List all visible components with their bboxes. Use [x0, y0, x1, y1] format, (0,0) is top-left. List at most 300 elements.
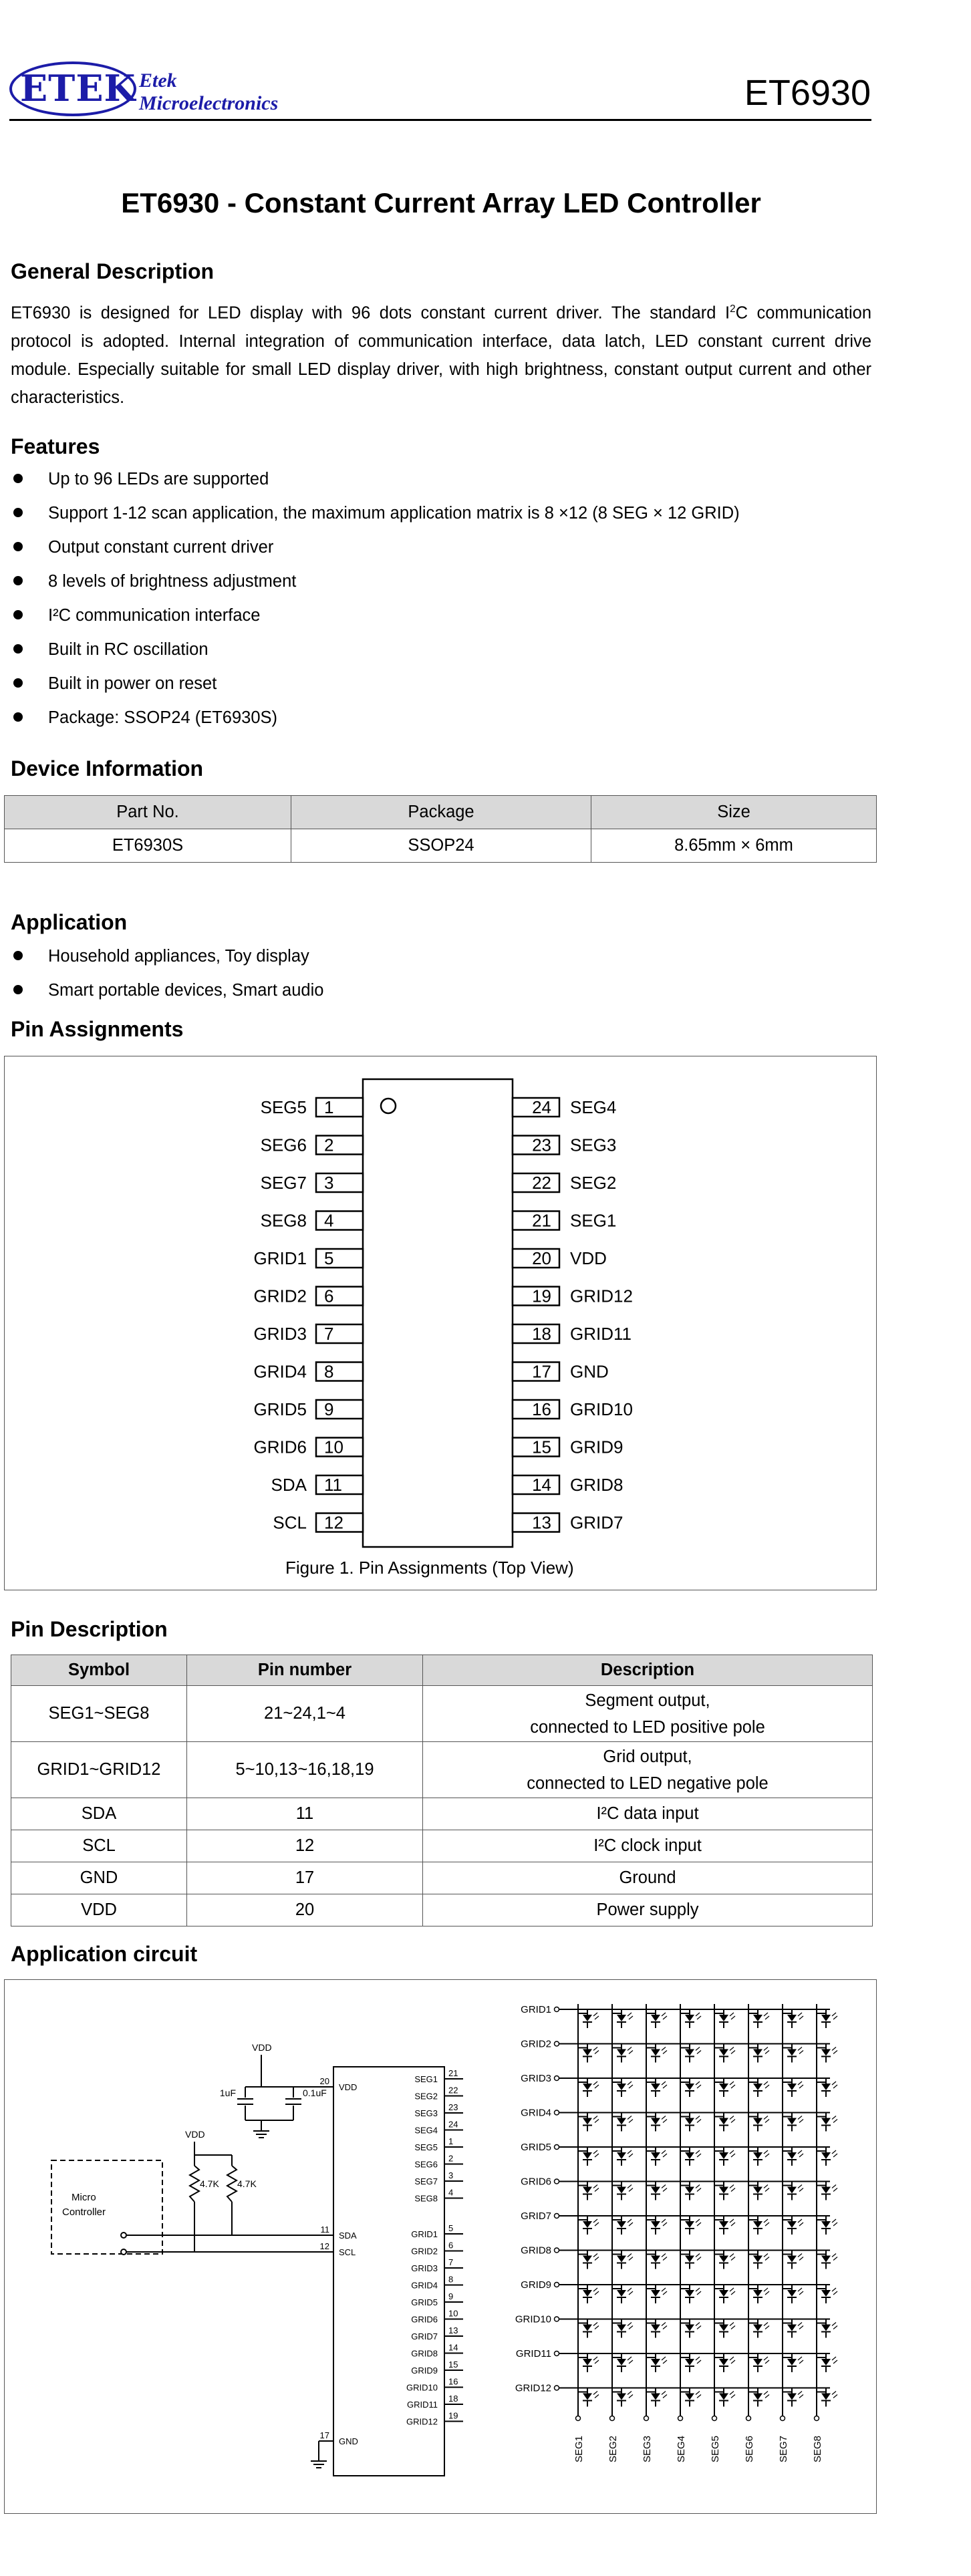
pin-name: SCL [273, 1512, 307, 1533]
led-diode [787, 2325, 797, 2331]
pin-box-left [316, 1324, 363, 1343]
led-diode [583, 2015, 592, 2021]
led-diode [787, 2221, 797, 2228]
led-diode [583, 2394, 592, 2400]
led-emission-arrows [832, 2047, 837, 2054]
chip-pin-number: 6 [448, 2240, 454, 2251]
table-cell: 21~24,1~4 [187, 1686, 423, 1742]
led-diode [787, 2118, 797, 2125]
led-emission-arrows [832, 2323, 837, 2329]
pin-diagram [5, 1056, 875, 1588]
pin-box-left [316, 1098, 363, 1117]
led-emission-arrows [764, 2254, 769, 2261]
led-emission-arrows [730, 2288, 735, 2295]
led-emission-arrows [832, 2288, 837, 2295]
chip-pin-name: GRID6 [411, 2314, 438, 2325]
pin-name: GRID3 [253, 1324, 307, 1344]
led-diode [753, 2049, 762, 2056]
pin-name: SEG7 [260, 1173, 307, 1193]
pin-box-left [316, 1400, 363, 1419]
header-part-number: ET6930 [744, 73, 871, 113]
table-header: Pin number [187, 1655, 423, 1686]
pin-number: 13 [532, 1512, 551, 1533]
led-emission-arrows [798, 2392, 803, 2398]
led-diode [685, 2049, 694, 2056]
pin-number: 10 [324, 1437, 343, 1457]
application-heading: Application [11, 910, 128, 934]
led-emission-arrows [662, 2116, 667, 2123]
led-emission-arrows [764, 2357, 769, 2364]
led-emission-arrows [662, 2047, 667, 2054]
led-emission-arrows [798, 2254, 803, 2261]
led-diode [583, 2290, 592, 2297]
led-emission-arrows [730, 2323, 735, 2329]
chip-pin-name: GRID7 [411, 2331, 438, 2341]
led-diode [583, 2221, 592, 2228]
chip-pin-name: SEG5 [414, 2142, 438, 2152]
table-row [11, 1862, 873, 1894]
led-diode [753, 2256, 762, 2263]
led-emission-arrows [628, 2013, 633, 2019]
led-emission-arrows [764, 2288, 769, 2295]
led-emission-arrows [696, 2288, 701, 2295]
table-cell: I²C data input [423, 1798, 873, 1830]
terminal [712, 2416, 717, 2421]
led-diode [821, 2152, 831, 2159]
led-diode [753, 2084, 762, 2090]
led-emission-arrows [730, 2357, 735, 2364]
led-diode [685, 2359, 694, 2366]
terminal [678, 2416, 683, 2421]
chip-pin-number: 15 [448, 2359, 458, 2370]
pin-number: 6 [324, 1286, 334, 1306]
led-diode [719, 2256, 728, 2263]
pin-name: SEG1 [570, 1210, 617, 1231]
chip-pin-number: 24 [448, 2119, 458, 2130]
segment-label: SEG5 [710, 2435, 721, 2462]
list-item: Household appliances, Toy display [11, 946, 323, 980]
pin-number: 17 [532, 1361, 551, 1382]
led-diode [651, 2152, 660, 2159]
chip-pin-name: SEG1 [414, 2074, 438, 2084]
chip-pin-number: 8 [448, 2274, 454, 2285]
chip-pin-number: 4 [448, 2187, 454, 2198]
chip-pin-name: SEG7 [414, 2176, 438, 2186]
segment-label: SEG1 [573, 2435, 585, 2462]
chip-pin-number: 19 [448, 2410, 458, 2421]
chip-pin-name: GND [339, 2436, 358, 2446]
pin-name: GRID8 [570, 1475, 623, 1495]
pin-name: GRID7 [570, 1512, 623, 1533]
led-emission-arrows [593, 2392, 599, 2398]
chip-pin-number: 10 [448, 2308, 458, 2319]
pin-name: GRID4 [253, 1361, 307, 1382]
table-cell: 12 [187, 1830, 423, 1862]
led-diode [719, 2049, 728, 2056]
company-name-line1: Etek [139, 69, 177, 92]
pin-number: 4 [324, 1210, 334, 1231]
chip-pin-number: 23 [448, 2102, 458, 2112]
led-diode [583, 2084, 592, 2090]
led-emission-arrows [798, 2150, 803, 2157]
grid-label: GRID12 [515, 2382, 551, 2394]
table-cell: SEG1~SEG8 [11, 1686, 187, 1742]
led-emission-arrows [628, 2185, 633, 2192]
led-emission-arrows [764, 2116, 769, 2123]
led-diode [821, 2394, 831, 2400]
led-diode [651, 2221, 660, 2228]
led-diode [617, 2290, 626, 2297]
pin-name: GRID2 [253, 1286, 307, 1306]
table-row [5, 829, 877, 863]
led-diode [651, 2359, 660, 2366]
pin-number: 7 [324, 1324, 334, 1344]
led-diode [651, 2290, 660, 2297]
pin-name: GRID1 [253, 1248, 307, 1268]
terminal [555, 2110, 559, 2115]
led-emission-arrows [593, 2150, 599, 2157]
pin-number: 12 [324, 1512, 343, 1533]
led-diode [787, 2394, 797, 2400]
table-row [11, 1830, 873, 1862]
led-diode [821, 2084, 831, 2090]
led-emission-arrows [593, 2288, 599, 2295]
chip-pin-number: 7 [448, 2257, 454, 2267]
pin-name: SEG2 [570, 1173, 617, 1193]
pin-name: GRID11 [570, 1324, 632, 1344]
led-diode [583, 2187, 592, 2194]
pin-name: SDA [271, 1475, 307, 1495]
application-circuit-figure [4, 1979, 877, 2514]
led-diode [753, 2015, 762, 2021]
list-item: Built in power on reset [11, 674, 740, 708]
mcu-label: Micro [72, 2192, 96, 2203]
chip-pin-number: 3 [448, 2170, 454, 2180]
led-emission-arrows [832, 2185, 837, 2192]
led-diode [719, 2084, 728, 2090]
pin-number: 11 [324, 1475, 342, 1495]
terminal [610, 2416, 615, 2421]
led-diode [821, 2187, 831, 2194]
pin-figure-caption: Figure 1. Pin Assignments (Top View) [285, 1558, 574, 1578]
pin-number: 3 [324, 1173, 334, 1193]
led-emission-arrows [730, 2392, 735, 2398]
chip-pin-name: GRID8 [411, 2348, 438, 2359]
table-cell: ET6930S [5, 829, 291, 863]
application-circuit-diagram [5, 1980, 875, 2512]
led-emission-arrows [730, 2082, 735, 2088]
pin-name: SEG4 [570, 1097, 617, 1117]
led-diode [617, 2325, 626, 2331]
led-diode [651, 2049, 660, 2056]
chip-pin-name: GRID11 [407, 2400, 438, 2410]
led-diode [617, 2118, 626, 2125]
pin-box-left [316, 1173, 363, 1192]
led-emission-arrows [696, 2392, 701, 2398]
led-diode [719, 2152, 728, 2159]
grid-label: GRID1 [521, 2004, 551, 2015]
led-emission-arrows [764, 2323, 769, 2329]
led-emission-arrows [628, 2288, 633, 2295]
led-diode [787, 2084, 797, 2090]
table-cell: 17 [187, 1862, 423, 1894]
terminal [555, 2041, 559, 2046]
chip-pin-number: 11 [320, 2225, 329, 2235]
application-circuit-heading: Application circuit [11, 1942, 198, 1966]
pin-name: GRID9 [570, 1437, 623, 1457]
segment-label: SEG2 [607, 2435, 619, 2462]
table-header: Symbol [11, 1655, 187, 1686]
pin-assignment-figure [4, 1056, 877, 1590]
resistor-label: 4.7K [200, 2178, 219, 2189]
led-emission-arrows [730, 2150, 735, 2157]
led-diode [821, 2325, 831, 2331]
led-diode [617, 2015, 626, 2021]
terminal [555, 2248, 559, 2253]
terminal [555, 2386, 559, 2390]
led-diode [719, 2187, 728, 2194]
led-diode [651, 2256, 660, 2263]
led-diode [651, 2118, 660, 2125]
led-emission-arrows [764, 2392, 769, 2398]
pin-number: 16 [532, 1399, 551, 1419]
led-emission-arrows [662, 2219, 667, 2226]
led-diode [787, 2049, 797, 2056]
grid-label: GRID8 [521, 2245, 551, 2257]
led-diode [583, 2359, 592, 2366]
pin-number: 8 [324, 1361, 334, 1382]
led-diode [753, 2394, 762, 2400]
chip-pin-name: SEG3 [414, 2108, 438, 2118]
led-emission-arrows [628, 2323, 633, 2329]
terminal [555, 2214, 559, 2219]
led-emission-arrows [628, 2150, 633, 2157]
table-cell: SCL [11, 1830, 187, 1862]
led-emission-arrows [662, 2288, 667, 2295]
led-diode [787, 2290, 797, 2297]
terminal [555, 2007, 559, 2012]
pin-name: SEG8 [260, 1210, 307, 1231]
led-diode [685, 2187, 694, 2194]
pin-name: GND [570, 1361, 609, 1382]
resistor-label: 4.7K [237, 2178, 257, 2189]
list-item: 8 levels of brightness adjustment [11, 571, 740, 605]
segment-label: SEG3 [642, 2435, 653, 2462]
terminal [555, 2145, 559, 2150]
pin-name: VDD [570, 1248, 607, 1268]
pin-number: 22 [532, 1173, 551, 1193]
features-heading: Features [11, 434, 100, 458]
chip-pin-number: 21 [448, 2068, 458, 2078]
pin-number: 18 [532, 1324, 551, 1344]
resistor [190, 2166, 199, 2202]
led-diode [617, 2256, 626, 2263]
led-emission-arrows [696, 2357, 701, 2364]
list-item: Smart portable devices, Smart audio [11, 980, 323, 1014]
chip-pin-name: SCL [339, 2247, 356, 2257]
led-diode [719, 2359, 728, 2366]
grid-label: GRID6 [521, 2176, 551, 2188]
chip-pin-name: VDD [339, 2082, 358, 2092]
table-header: Size [591, 796, 877, 829]
led-emission-arrows [593, 2254, 599, 2261]
pin-name: SEG3 [570, 1135, 617, 1155]
led-emission-arrows [662, 2392, 667, 2398]
chip-pin-name: GRID4 [411, 2280, 438, 2291]
led-emission-arrows [832, 2013, 837, 2019]
led-diode [719, 2325, 728, 2331]
led-diode [821, 2015, 831, 2021]
led-diode [787, 2256, 797, 2263]
led-emission-arrows [593, 2082, 599, 2088]
led-emission-arrows [628, 2047, 633, 2054]
led-emission-arrows [832, 2219, 837, 2226]
led-emission-arrows [798, 2185, 803, 2192]
led-emission-arrows [593, 2219, 599, 2226]
led-diode [719, 2118, 728, 2125]
pin-description-table [11, 1655, 873, 1926]
list-item: Package: SSOP24 (ET6930S) [11, 708, 740, 742]
led-diode [617, 2187, 626, 2194]
led-emission-arrows [696, 2047, 701, 2054]
led-diode [685, 2152, 694, 2159]
chip-pin-name: GRID10 [406, 2382, 438, 2393]
led-emission-arrows [764, 2047, 769, 2054]
pin-box-left [316, 1211, 363, 1230]
grid-label: GRID7 [521, 2210, 551, 2222]
pin-number: 19 [532, 1286, 551, 1306]
led-diode [617, 2152, 626, 2159]
led-diode [821, 2359, 831, 2366]
led-diode [685, 2394, 694, 2400]
led-diode [685, 2256, 694, 2263]
led-diode [821, 2290, 831, 2297]
table-cell: GRID1~GRID12 [11, 1742, 187, 1798]
led-emission-arrows [832, 2357, 837, 2364]
pin-number: 14 [532, 1475, 551, 1495]
led-emission-arrows [662, 2013, 667, 2019]
led-emission-arrows [662, 2323, 667, 2329]
pin-description-heading: Pin Description [11, 1617, 168, 1641]
table-cell: I²C clock input [423, 1830, 873, 1862]
led-emission-arrows [832, 2392, 837, 2398]
terminal [576, 2416, 581, 2421]
list-item: Support 1-12 scan application, the maximum application matrix is 8 ×12 (8 SEG × 12 GRID) [11, 503, 740, 537]
table-cell: Ground [423, 1862, 873, 1894]
led-emission-arrows [832, 2116, 837, 2123]
led-diode [583, 2118, 592, 2125]
mcu-label: Controller [62, 2206, 106, 2218]
led-diode [651, 2084, 660, 2090]
led-emission-arrows [798, 2082, 803, 2088]
led-diode [617, 2049, 626, 2056]
vdd-label: VDD [252, 2042, 272, 2053]
pin-box-left [316, 1136, 363, 1155]
table-header: Part No. [5, 796, 291, 829]
chip-pin-number: 16 [448, 2376, 458, 2387]
segment-label: SEG8 [812, 2435, 823, 2462]
led-emission-arrows [593, 2116, 599, 2123]
list-item: I²C communication interface [11, 605, 740, 639]
led-emission-arrows [628, 2357, 633, 2364]
led-diode [719, 2221, 728, 2228]
pin-number: 1 [324, 1097, 334, 1117]
resistor [227, 2166, 237, 2202]
led-emission-arrows [696, 2185, 701, 2192]
grid-label: GRID4 [521, 2107, 551, 2119]
led-emission-arrows [798, 2116, 803, 2123]
led-emission-arrows [628, 2116, 633, 2123]
led-diode [821, 2221, 831, 2228]
terminal [644, 2416, 649, 2421]
led-emission-arrows [696, 2150, 701, 2157]
chip-pin-name: GRID12 [406, 2416, 438, 2427]
led-emission-arrows [764, 2013, 769, 2019]
led-emission-arrows [696, 2013, 701, 2019]
pin-number: 23 [532, 1135, 551, 1155]
chip-pin-number: 2 [448, 2153, 454, 2164]
table-cell: Power supply [423, 1894, 873, 1926]
pin-assignments-heading: Pin Assignments [11, 1017, 184, 1041]
table-row [11, 1894, 873, 1926]
table-cell: 20 [187, 1894, 423, 1926]
led-diode [753, 2152, 762, 2159]
chip-pin-name: SDA [339, 2231, 357, 2241]
led-emission-arrows [730, 2013, 735, 2019]
led-diode [753, 2118, 762, 2125]
device-info-table [4, 795, 877, 863]
document-title: ET6930 - Constant Current Array LED Controller [121, 187, 761, 219]
header-divider [9, 119, 871, 121]
led-emission-arrows [832, 2150, 837, 2157]
terminal [121, 2249, 126, 2255]
led-diode [719, 2394, 728, 2400]
led-emission-arrows [628, 2219, 633, 2226]
led-diode [685, 2325, 694, 2331]
led-emission-arrows [628, 2082, 633, 2088]
capacitor-label: 1uF [219, 2088, 236, 2098]
pin-number: 21 [532, 1210, 551, 1231]
chip-pin-number: 17 [319, 2430, 329, 2440]
pin-number: 2 [324, 1135, 334, 1155]
general-description-heading: General Description [11, 259, 215, 283]
led-emission-arrows [593, 2357, 599, 2364]
table-row [11, 1686, 873, 1742]
led-emission-arrows [764, 2219, 769, 2226]
terminal [815, 2416, 819, 2421]
list-item: Built in RC oscillation [11, 639, 740, 674]
pin-name: GRID10 [570, 1399, 633, 1419]
led-emission-arrows [593, 2013, 599, 2019]
chip-pin-name: GRID5 [411, 2297, 438, 2307]
led-emission-arrows [662, 2357, 667, 2364]
led-emission-arrows [662, 2254, 667, 2261]
table-cell: 5~10,13~16,18,19 [187, 1742, 423, 1798]
pin-number: 20 [532, 1248, 551, 1268]
led-emission-arrows [696, 2323, 701, 2329]
led-diode [787, 2187, 797, 2194]
table-row [11, 1742, 873, 1798]
company-name-line2: Microelectronics [139, 92, 279, 114]
chip-pin-number: 12 [319, 2241, 329, 2251]
led-emission-arrows [730, 2219, 735, 2226]
led-diode [651, 2015, 660, 2021]
capacitor-label: 0.1uF [303, 2088, 327, 2098]
chip-pin-number: 5 [448, 2223, 454, 2233]
terminal [555, 2351, 559, 2356]
led-diode [753, 2325, 762, 2331]
pin-box-left [316, 1363, 363, 1381]
